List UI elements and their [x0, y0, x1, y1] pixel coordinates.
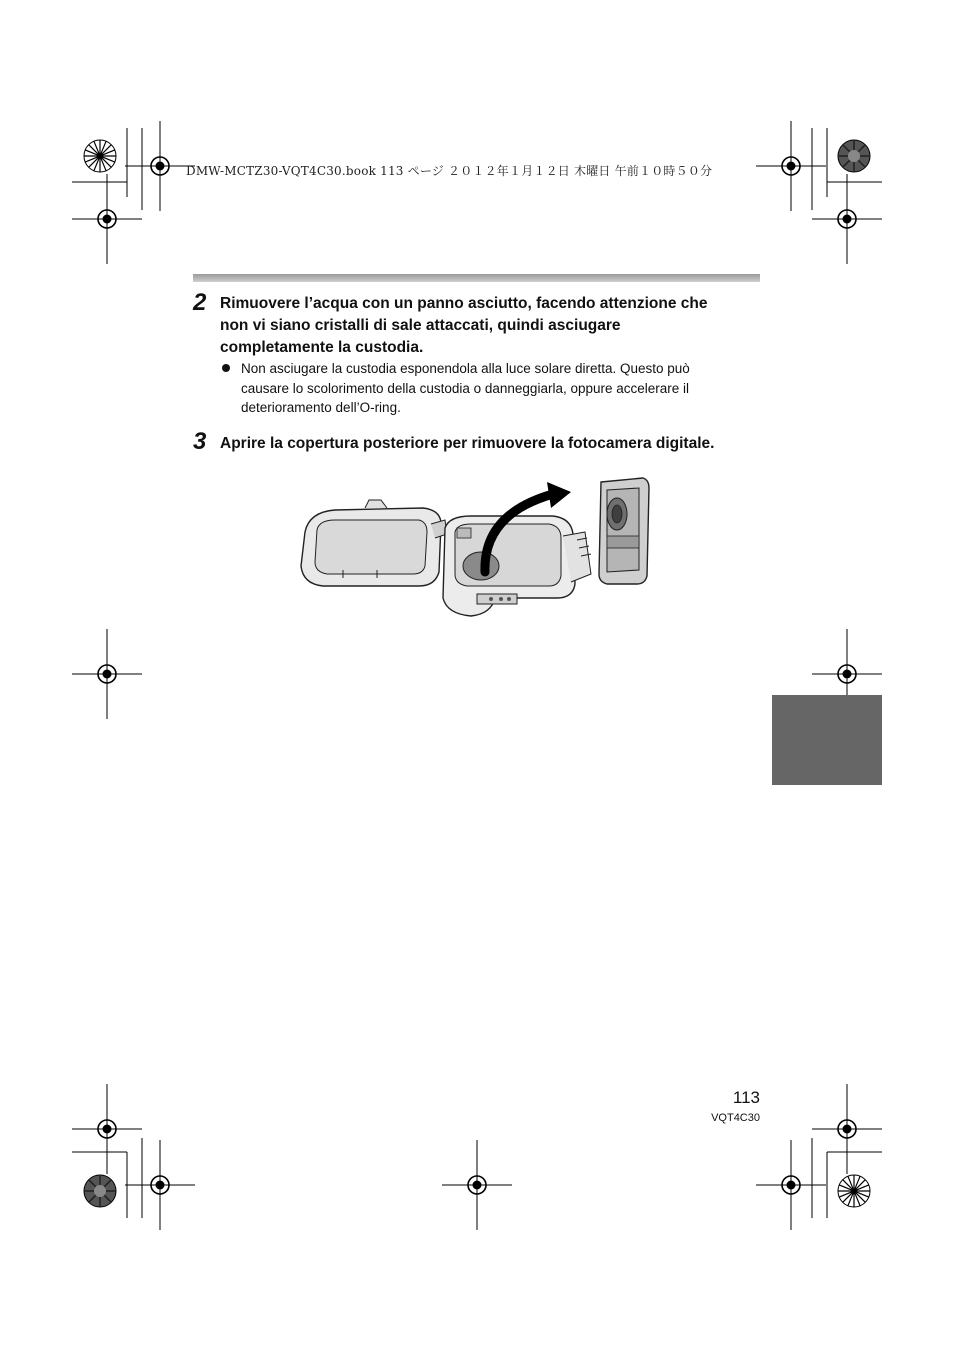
step-line: non vi siano cristalli di sale attaccati, quindi asciugare [220, 317, 621, 334]
step-number: 3 [193, 428, 207, 455]
step-number: 2 [193, 289, 207, 316]
print-header: DMW-MCTZ30-VQT4C30.book 113 ページ ２０１２年１月１２日 木曜日 午前１０時５０分 [186, 164, 713, 178]
bullet-line: deterioramento dell’O-ring. [241, 400, 401, 415]
step-line: Aprire la copertura posteriore per rimuovere la fotocamera digitale. [220, 435, 715, 452]
section-rule [193, 274, 760, 282]
housing-body [443, 516, 591, 616]
page-number: 113 [732, 1088, 760, 1107]
step-line: Rimuovere l’acqua con un panno asciutto, facendo attenzione che [220, 295, 708, 312]
back-cover [301, 500, 447, 586]
housing-illustration [295, 474, 655, 622]
bullet-line: causare lo scolorimento della custodia o danneggiarla, oppure accelerare il [241, 380, 690, 396]
bullet-icon [222, 364, 230, 372]
bullet-line: Non asciugare la custodia esponendola alla luce solare diretta. Questo può [241, 361, 690, 376]
camera [599, 478, 649, 584]
bullet-note [241, 359, 761, 418]
step-instruction [220, 293, 760, 359]
step-instruction [220, 433, 780, 455]
document-code: VQT4C30 [711, 1112, 760, 1124]
step-line: completamente la custodia. [220, 339, 424, 356]
section-tab [772, 695, 882, 785]
